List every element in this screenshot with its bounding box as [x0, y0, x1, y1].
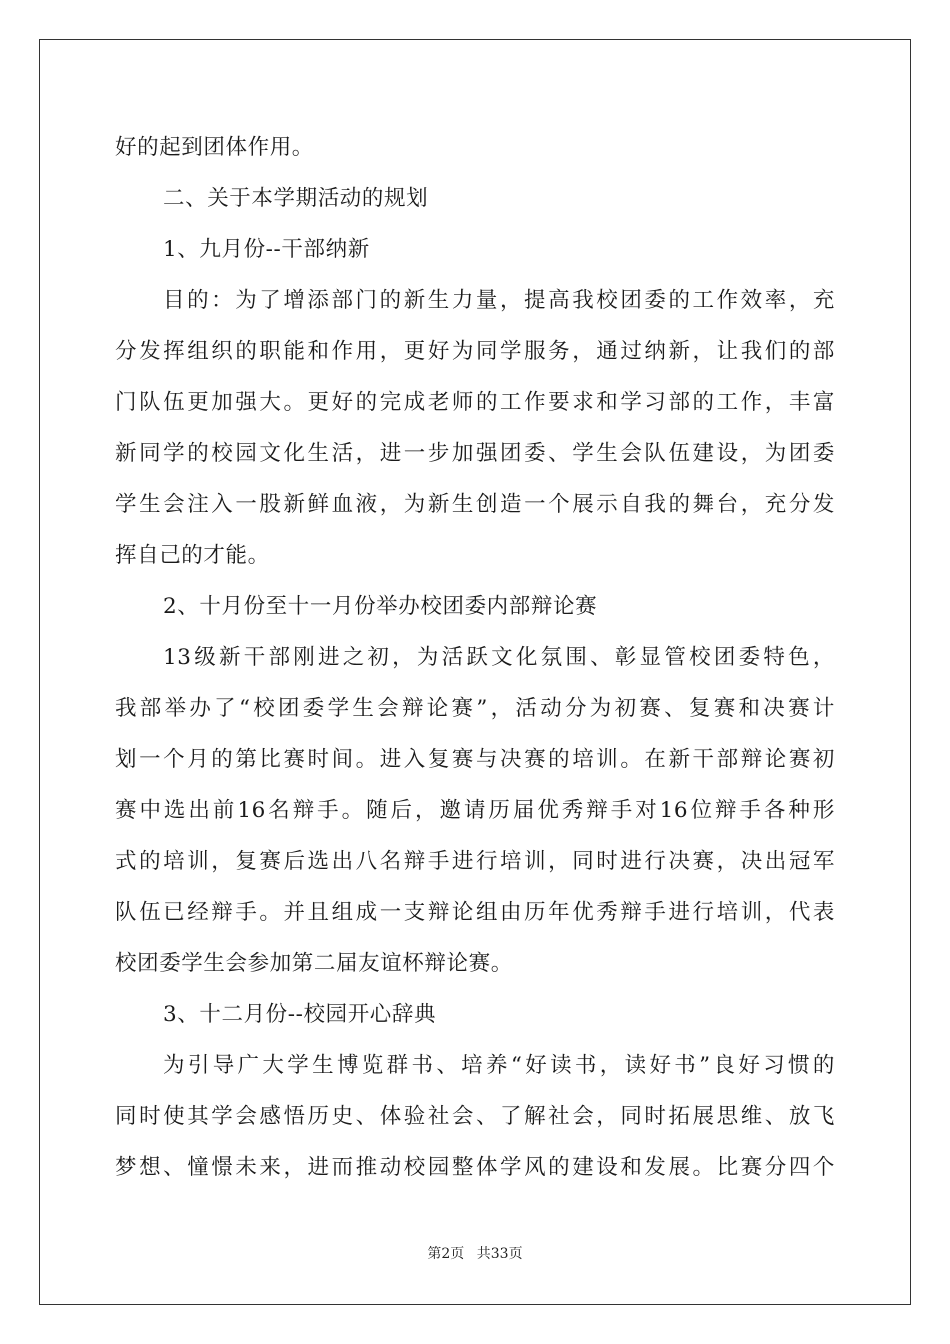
- text-line: 同时使其学会感悟历史、体验社会、了解社会，同时拓展思维、放飞: [115, 1104, 835, 1129]
- text-line: 为引导广大学生博览群书、培养“好读书，读好书”良好习惯的: [163, 1053, 835, 1078]
- text-line: 式的培训，复赛后选出八名辩手进行培训，同时进行决赛，决出冠军: [115, 849, 835, 874]
- page-footer: [0, 1243, 950, 1263]
- text-line: 目的：为了增添部门的新生力量，提高我校团委的工作效率，充: [163, 288, 835, 313]
- text-line: 学生会注入一股新鲜血液，为新生创造一个展示自我的舞台，充分发: [115, 492, 835, 517]
- text-line: 1、九月份--干部纳新: [163, 237, 370, 262]
- text-line: 校团委学生会参加第二届友谊杯辩论赛。: [115, 951, 513, 976]
- text-line: 2、十月份至十一月份举办校团委内部辩论赛: [163, 594, 598, 619]
- text-line: 二、关于本学期活动的规划: [163, 186, 429, 211]
- text-line: 分发挥组织的职能和作用，更好为同学服务，通过纳新，让我们的部: [115, 339, 835, 364]
- page-number: 第2页: [427, 1246, 465, 1262]
- text-line: 队伍已经辩手。并且组成一支辩论组由历年优秀辩手进行培训，代表: [115, 900, 835, 925]
- text-line: 挥自己的才能。: [115, 543, 270, 568]
- page-total: 共33页: [476, 1246, 523, 1262]
- text-line: 赛中选出前16名辩手。随后，邀请历届优秀辩手对16位辩手各种形: [115, 798, 835, 823]
- text-line: 划一个月的第比赛时间。进入复赛与决赛的培训。在新干部辩论赛初: [115, 747, 835, 772]
- text-line: 梦想、憧憬未来，进而推动校园整体学风的建设和发展。比赛分四个: [115, 1155, 835, 1180]
- text-line: 我部举办了“校团委学生会辩论赛”，活动分为初赛、复赛和决赛计: [115, 696, 835, 721]
- text-line: 13级新干部刚进之初，为活跃文化氛围、彰显管校团委特色，: [163, 645, 835, 670]
- text-line: 门队伍更加强大。更好的完成老师的工作要求和学习部的工作，丰富: [115, 390, 835, 415]
- text-line: 新同学的校园文化生活，进一步加强团委、学生会队伍建设，为团委: [115, 441, 835, 466]
- text-line: 3、十二月份--校园开心辞典: [163, 1002, 437, 1027]
- text-line: 好的起到团体作用。: [115, 135, 314, 160]
- document-body: [115, 122, 835, 1193]
